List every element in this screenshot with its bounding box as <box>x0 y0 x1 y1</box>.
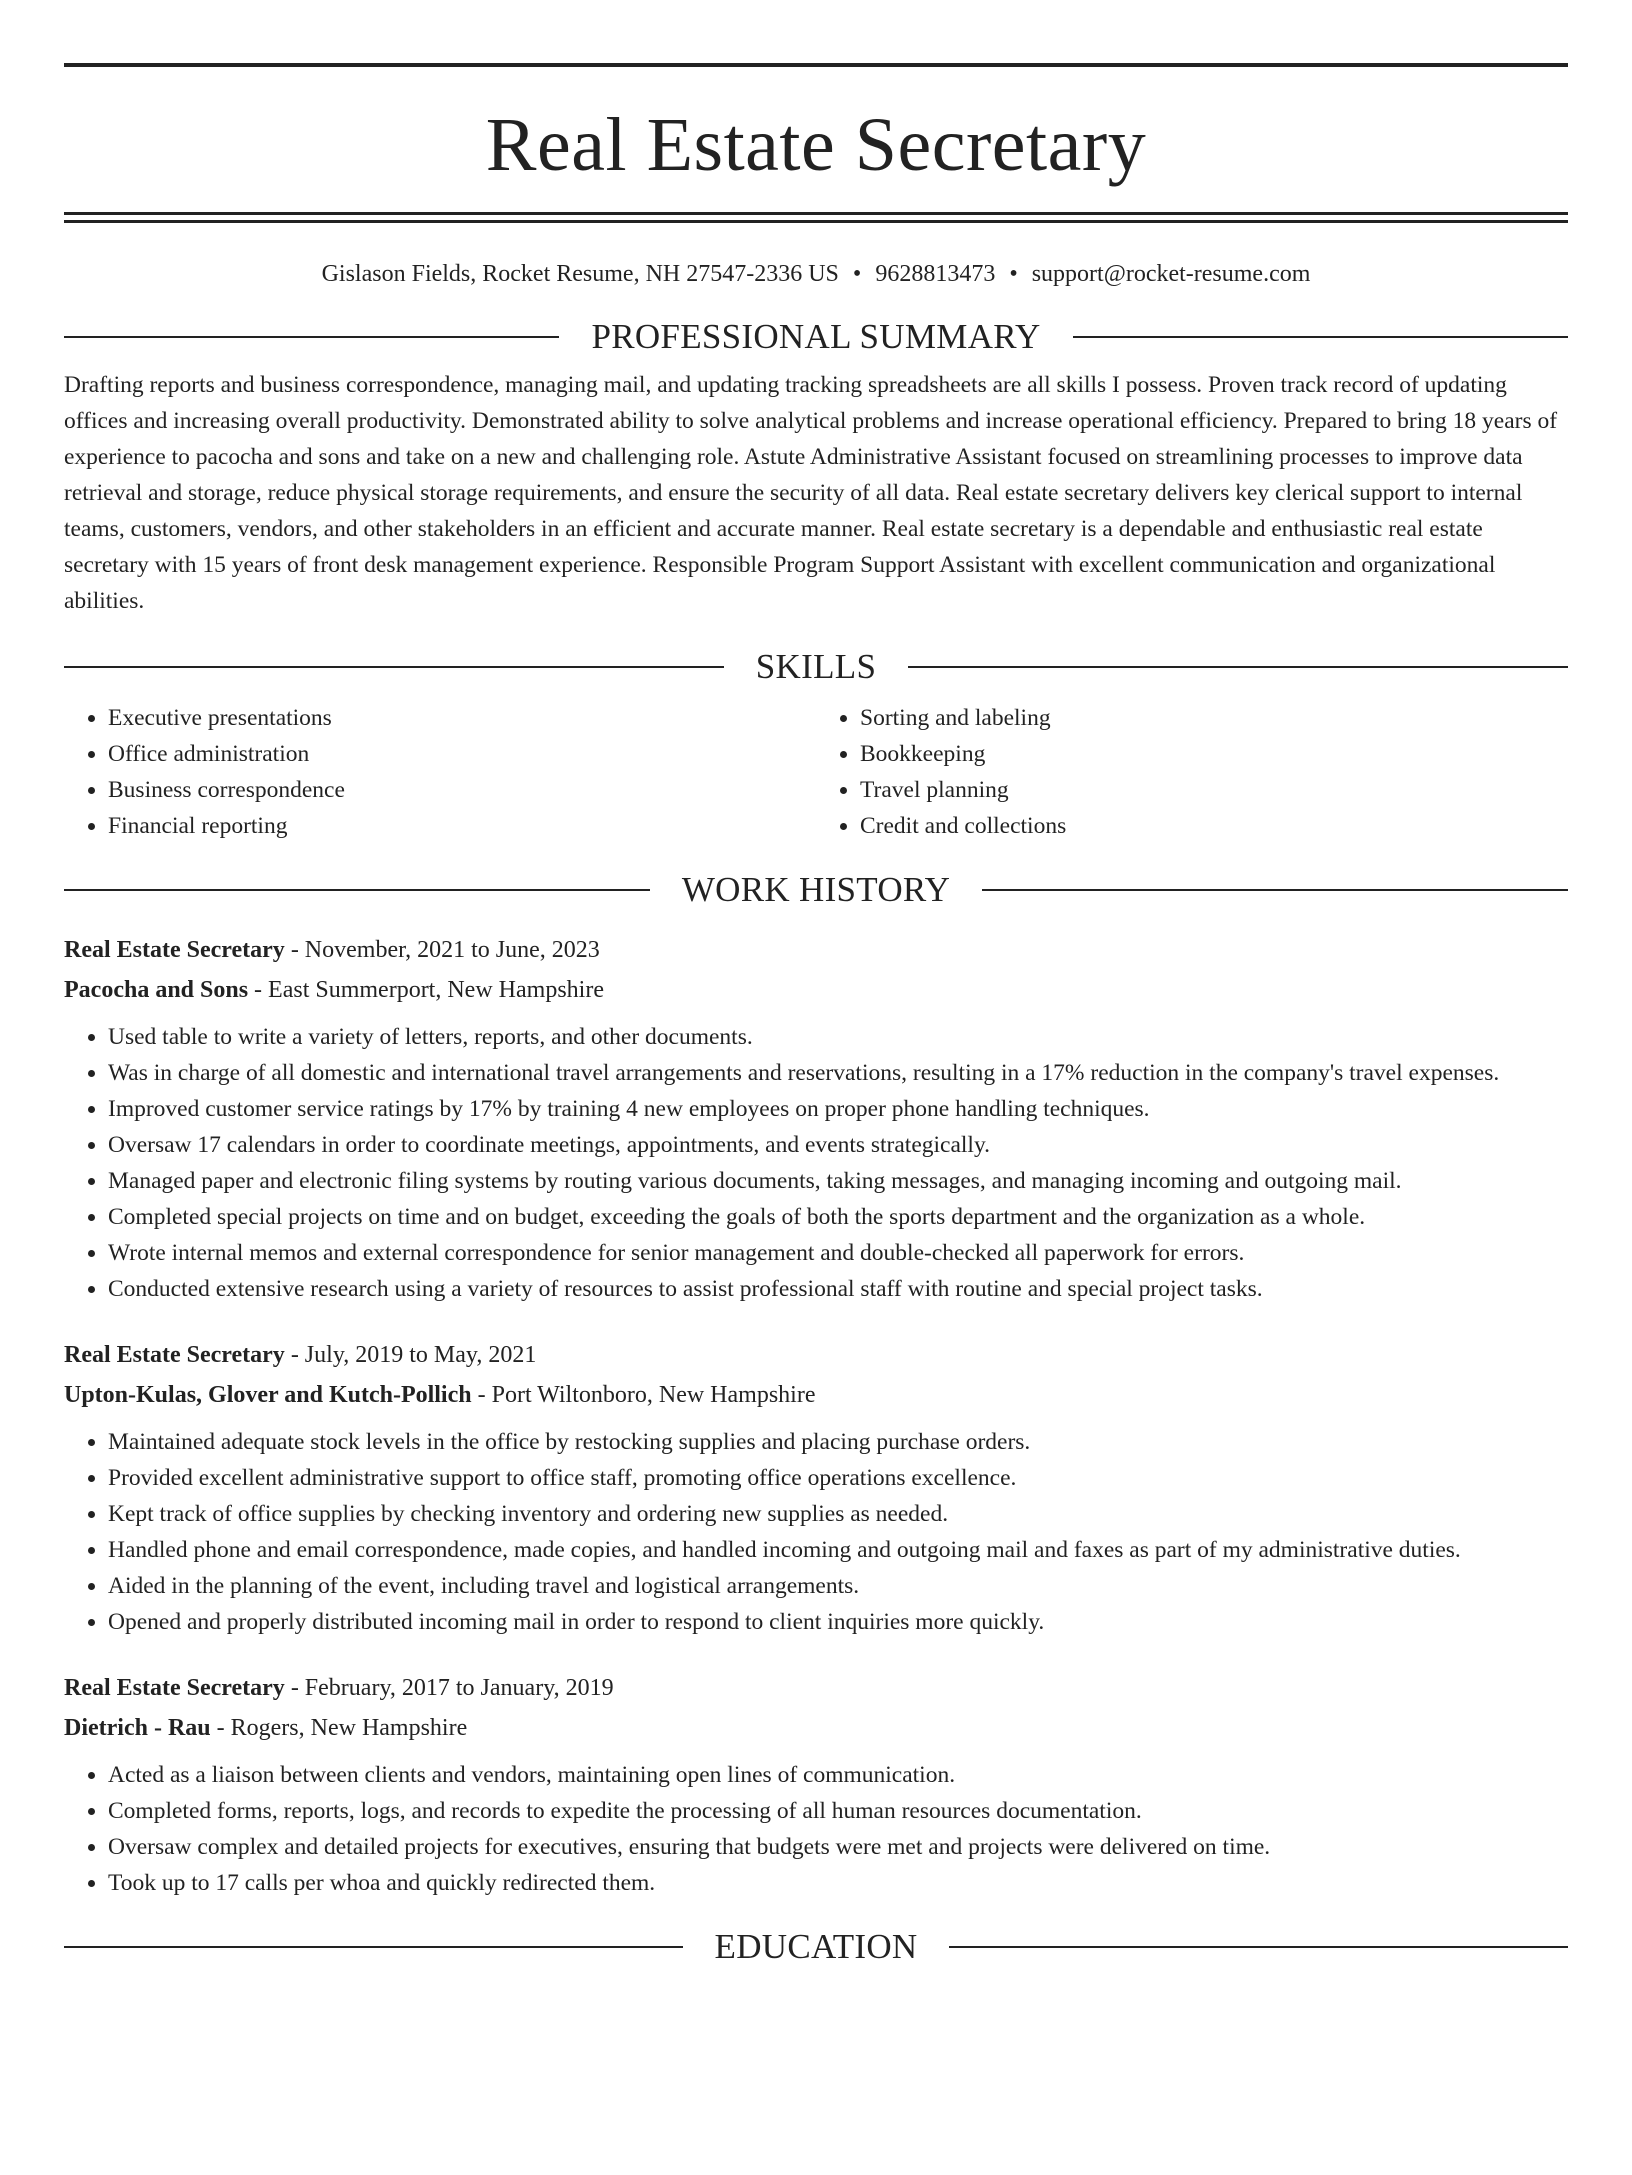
skill-item: • Office administration <box>108 736 816 772</box>
job-position: Real Estate Secretary <box>64 1675 285 1701</box>
skill-item: • Financial reporting <box>108 808 816 844</box>
heading-rule-left <box>64 889 650 891</box>
job-entry <box>64 1668 1568 1901</box>
job-duty: • Completed forms, reports, logs, and records to expedite the processing of all human resources documentation. <box>108 1793 1568 1829</box>
education-heading <box>64 1927 1568 1967</box>
skill-item: • Travel planning <box>860 772 1568 808</box>
job-duty: • Acted as a liaison between clients and vendors, maintaining open lines of communication. <box>108 1757 1568 1793</box>
job-position-line <box>64 930 1568 970</box>
heading-rule-left <box>64 1946 683 1948</box>
job-position: Real Estate Secretary <box>64 937 285 963</box>
skill-item: • Bookkeeping <box>860 736 1568 772</box>
job-duty: • Aided in the planning of the event, including travel and logistical arrangements. <box>108 1568 1568 1604</box>
heading-rule-left <box>64 336 559 338</box>
skills-column-right <box>816 700 1568 844</box>
heading-rule-right <box>1073 336 1568 338</box>
job-company: Upton-Kulas, Glover and Kutch-Pollich <box>64 1382 472 1408</box>
skills-title: SKILLS <box>755 647 877 686</box>
education-title: EDUCATION <box>714 1927 918 1966</box>
summary-heading <box>64 317 1568 357</box>
job-duties <box>64 1424 1568 1640</box>
work-heading <box>64 870 1568 910</box>
skills-list <box>64 700 1568 844</box>
heading-rule-right <box>982 889 1568 891</box>
job-duty: • Used table to write a variety of letters, reports, and other documents. <box>108 1019 1568 1055</box>
top-rule <box>64 63 1568 67</box>
job-duty: • Handled phone and email correspondence, made copies, and handled incoming and outgoing mail and faxes as part of my administrative duties. <box>108 1532 1568 1568</box>
job-duty: • Kept track of office supplies by checking inventory and ordering new supplies as needed. <box>108 1496 1568 1532</box>
contact-line <box>64 259 1568 289</box>
summary-title: PROFESSIONAL SUMMARY <box>591 317 1041 356</box>
job-duty: • Maintained adequate stock levels in the office by restocking supplies and placing purchase orders. <box>108 1424 1568 1460</box>
job-duty: • Improved customer service ratings by 17% by training 4 new employees on proper phone handling techniques. <box>108 1091 1568 1127</box>
skill-item: • Executive presentations <box>108 700 816 736</box>
job-duty: • Completed special projects on time and on budget, exceeding the goals of both the sports department and the organization as a whole. <box>108 1199 1568 1235</box>
heading-rule-right <box>908 666 1568 668</box>
job-entry <box>64 1335 1568 1640</box>
job-position-line <box>64 1335 1568 1375</box>
job-company: Pacocha and Sons <box>64 977 249 1003</box>
job-position-line <box>64 1668 1568 1708</box>
job-duty: • Wrote internal memos and external correspondence for senior management and double-checked all paperwork for errors. <box>108 1235 1568 1271</box>
job-dates: - February, 2017 to January, 2019 <box>284 1675 614 1701</box>
job-company-line <box>64 970 1568 1010</box>
job-dates: - November, 2021 to June, 2023 <box>284 937 600 963</box>
summary-text: Drafting reports and business correspondence, managing mail, and updating tracking spreadsheets are all skills I possess. Proven track record of updating offices and increasing overall productivity. Demonstrated ability to solve analytical problems and increase operational efficiency. Prepared to bring 18 years of experience to pacocha and sons and take on a new and challenging role. Astute Administrative Assistant focused on streamlining processes to improve data retrieval and storage, reduce physical storage requirements, and ensure the security of all data. Real estate secretary delivers key clerical support to internal teams, customers, vendors, and other stakeholders in an efficient and accurate manner. Real estate secretary is a dependable and enthusiastic real estate secretary with 15 years of front desk management experience. Responsible Program Support Assistant with excellent communication and organizational abilities. <box>64 372 1558 614</box>
job-dates: - July, 2019 to May, 2021 <box>284 1342 537 1368</box>
job-entry <box>64 930 1568 1307</box>
job-duty: • Took up to 17 calls per whoa and quickly redirected them. <box>108 1865 1568 1901</box>
contact-separator: • <box>1009 261 1018 287</box>
skill-item: • Credit and collections <box>860 808 1568 844</box>
skill-item: • Sorting and labeling <box>860 700 1568 736</box>
job-duty: • Opened and properly distributed incoming mail in order to respond to client inquiries more quickly. <box>108 1604 1568 1640</box>
contact-email: support@rocket-resume.com <box>1031 261 1311 287</box>
job-company-line <box>64 1708 1568 1748</box>
job-duty: • Conducted extensive research using a variety of resources to assist professional staff with routine and special project tasks. <box>108 1271 1568 1307</box>
resume-title: Real Estate Secretary <box>485 103 1147 187</box>
job-position: Real Estate Secretary <box>64 1342 285 1368</box>
job-duties <box>64 1019 1568 1307</box>
job-location: - Port Wiltonboro, New Hampshire <box>471 1382 816 1408</box>
job-company: Dietrich - Rau <box>64 1715 211 1741</box>
job-location: - Rogers, New Hampshire <box>210 1715 468 1741</box>
job-duties <box>64 1757 1568 1901</box>
title-double-rule <box>64 212 1568 223</box>
contact-phone: 9628813473 <box>875 261 996 287</box>
job-duty: • Oversaw complex and detailed projects for executives, ensuring that budgets were met and projects were delivered on time. <box>108 1829 1568 1865</box>
heading-rule-left <box>64 666 724 668</box>
job-duty: • Provided excellent administrative support to office staff, promoting office operations excellence. <box>108 1460 1568 1496</box>
skills-heading <box>64 647 1568 687</box>
job-duty: • Was in charge of all domestic and international travel arrangements and reservations, resulting in a 17% reduction in the company's travel expenses. <box>108 1055 1568 1091</box>
skills-column-left <box>64 700 816 844</box>
resume-page <box>0 63 1632 2175</box>
job-duty: • Managed paper and electronic filing systems by routing various documents, taking messages, and managing incoming and outgoing mail. <box>108 1163 1568 1199</box>
work-title: WORK HISTORY <box>681 870 951 909</box>
heading-rule-right <box>949 1946 1568 1948</box>
job-duty: • Oversaw 17 calendars in order to coordinate meetings, appointments, and events strategically. <box>108 1127 1568 1163</box>
skill-item: • Business correspondence <box>108 772 816 808</box>
contact-address: Gislason Fields, Rocket Resume, NH 27547-2336 US <box>321 261 839 287</box>
job-location: - East Summerport, New Hampshire <box>248 977 604 1003</box>
job-company-line <box>64 1375 1568 1415</box>
contact-separator: • <box>852 261 862 287</box>
